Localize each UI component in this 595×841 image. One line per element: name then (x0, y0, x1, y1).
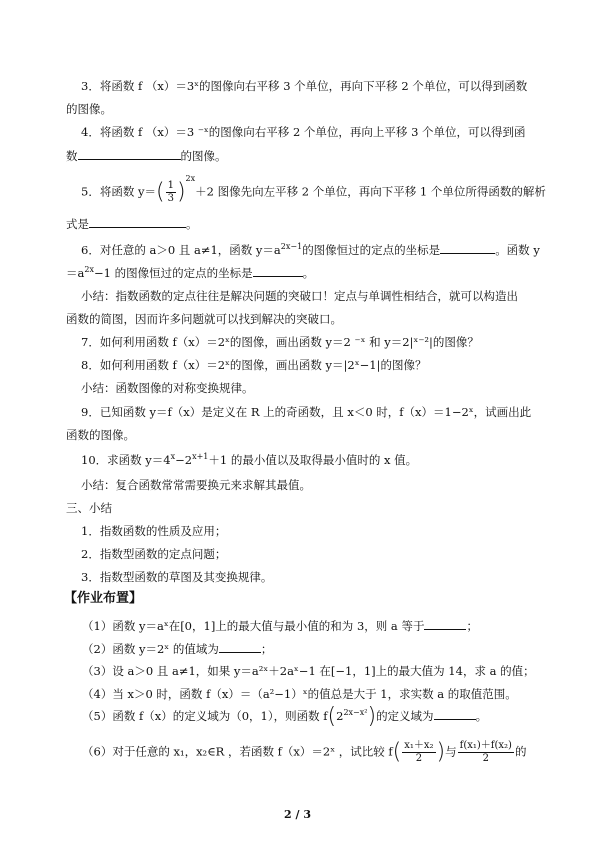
note1-line1: 小结：指数函数的定点往往是解决问题的突破口！定点与单调性相结合，就可以构造出 (81, 289, 518, 303)
right-paren-icon: ) (367, 704, 377, 729)
q4-prefix: 数 (66, 149, 78, 163)
q5-frac-num: 1 (167, 180, 174, 191)
right-paren-icon: ) (436, 739, 446, 765)
hw3: （3）设 a＞0 且 a≠1，如果 y＝a²ˣ＋2aˣ−1 在[−1，1]上的最大值为 14，求 a 的值； (82, 664, 535, 678)
hw1-suffix: ； (466, 619, 478, 633)
q5-line2-suffix: 。 (186, 217, 198, 231)
q10-exponent-2: x+1 (192, 452, 209, 462)
q9-line1: 9．已知函数 y＝f（x）是定义在 R 上的奇函数，且 x＜0 时，f（x）＝1−2ˣ，试画出此 (81, 405, 532, 419)
q5-suffix: ＋2 图像先向左平移 2 个单位，再向下平移 1 个单位所得函数的解析 (195, 184, 546, 199)
hw5 (0, 704, 595, 729)
hw5-prefix: （5）函数 f（x）的定义域为（0，1），则函数 f (82, 709, 328, 723)
hw5-suffix: 。 (475, 709, 488, 723)
q5-exponent: 2x (185, 173, 196, 183)
hw6-suffix: 的 (514, 744, 527, 759)
hw6-middle: 与 (445, 744, 457, 759)
q10-prefix: 10．求函数 y＝4 (81, 453, 171, 467)
left-paren-icon: ( (155, 179, 165, 205)
q5-line2 (0, 215, 595, 232)
q6-exponent: 2x−1 (280, 242, 303, 252)
summary-2: 2．指数型函数的定点问题； (81, 547, 227, 561)
q4-answer-blank (78, 147, 181, 160)
q8: 8．如何利用函数 f（x）＝2ˣ的图像，画出函数 y＝|2ˣ−1|的图像？ (81, 358, 427, 372)
hw6-fraction-1 (402, 740, 435, 765)
q3-line1: 3．将函数 f （x）＝3ˣ的图像向右平移 3 个单位，再向下平移 2 个单位，可以得到函数 (81, 79, 528, 93)
q6-prefix: 6．对任意的 a＞0 且 a≠1，函数 y＝a (81, 243, 281, 257)
q6-answer-blank-2 (253, 264, 303, 277)
note1-line2: 函数的简图，因而许多问题就可以找到解决的突破口。 (66, 312, 342, 326)
summary-3: 3．指数型函数的草图及其变换规律。 (81, 570, 273, 584)
hw1 (0, 617, 595, 634)
hw2-suffix: ； (260, 642, 273, 656)
q10-suffix: ＋1 的最小值以及取得最小值时的 x 值。 (208, 453, 418, 467)
q9-line2: 函数的图像。 (66, 428, 135, 442)
hw1-answer-blank (424, 617, 466, 630)
left-paren-icon: ( (392, 739, 402, 765)
hw6-frac1-num: x₁＋x₂ (404, 740, 434, 751)
hw1-prefix: （1）函数 y＝aˣ在[0，1]上的最大值与最小值的和为 3，则 a 等于 (82, 619, 425, 633)
q5-frac-den: 3 (167, 193, 174, 204)
hw5-middle: 的定义域为 (376, 709, 434, 723)
q6-line2 (0, 264, 595, 281)
note2: 小结：函数图像的对称变换规律。 (81, 381, 254, 395)
hw2-answer-blank (219, 640, 261, 653)
q10 (0, 452, 595, 468)
q4-line2 (0, 147, 595, 164)
q5-prefix: 5．将函数 y＝ (81, 184, 156, 199)
hw6-frac2-num: f(x₁)＋f(x₂) (459, 740, 512, 751)
q6-suffix: 。函数 y (495, 243, 540, 257)
hw2-prefix: （2）函数 y＝2ˣ 的值域为 (82, 642, 219, 656)
q4-suffix: 的图像。 (180, 149, 227, 163)
right-paren-icon: ) (176, 179, 186, 205)
q3-line2: 的图像。 (66, 102, 112, 116)
hw5-answer-blank (434, 707, 476, 720)
hw6-prefix: （6）对于任意的 x₁，x₂∈R ，若函数 f（x）＝2ˣ ，试比较 f (82, 744, 393, 759)
hw2 (0, 640, 595, 657)
homework-heading: 【作业布置】 (64, 591, 143, 606)
hw5-base: 2 (336, 709, 344, 723)
hw6-frac1-den: 2 (415, 753, 423, 764)
q6b-prefix: ＝a (66, 266, 85, 280)
hw4: （4）当 x＞0 时，函数 f（x）＝（a²−1）ˣ的值总是大于 1，求实数 a 的取值范围。 (82, 687, 517, 701)
q7: 7．如何利用函数 f（x）＝2ˣ的图像，画出函数 y＝2 ⁻ˣ 和 y＝2|ˣ⁻²|的图像？ (81, 335, 479, 349)
summary-1: 1．指数函数的性质及应用； (81, 524, 227, 538)
q5-line2-prefix: 式是 (66, 217, 89, 231)
note3: 小结：复合函数常常需要换元来求解其最值。 (81, 478, 311, 492)
q6b-middle: −1 的图像恒过的定点的坐标是 (93, 266, 253, 280)
q10-exponent-1: x (170, 452, 176, 462)
hw5-exponent: 2x−x² (343, 708, 368, 718)
q6-answer-blank-1 (440, 241, 495, 254)
q6-line1 (0, 241, 595, 258)
page-number: 2 / 3 (284, 808, 311, 821)
q6b-exponent: 2x (84, 265, 94, 275)
left-paren-icon: ( (327, 704, 337, 729)
q5-line1 (0, 173, 595, 205)
section3-heading: 三、小结 (66, 501, 112, 515)
q4-line1: 4．将函数 f （x）＝3 ⁻ˣ的图像向右平移 2 个单位，再向上平移 3 个单位，可以得到函 (81, 125, 526, 139)
hw6-frac2-den: 2 (482, 753, 489, 764)
hw6-fraction-2 (458, 740, 514, 765)
q5-answer-blank (89, 215, 186, 228)
q6b-suffix: 。 (302, 266, 315, 280)
q6-middle: 的图像恒过的定点的坐标是 (302, 243, 441, 257)
hw6 (0, 740, 595, 765)
q5-fraction (166, 180, 176, 205)
q10-middle: −2 (175, 453, 193, 467)
